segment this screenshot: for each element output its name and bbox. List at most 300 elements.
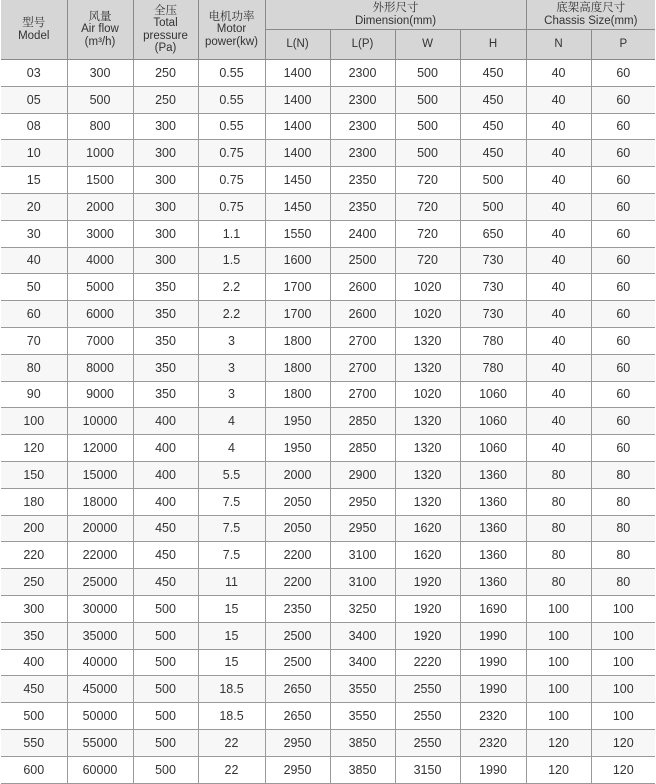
- cell-width: 500: [395, 113, 460, 140]
- cell-height: 730: [460, 301, 526, 328]
- cell-pressure: 450: [133, 569, 198, 596]
- cell-length-p: 3850: [330, 729, 395, 756]
- cell-length-p: 3400: [330, 649, 395, 676]
- cell-length-n: 2200: [265, 569, 330, 596]
- table-row: [1, 60, 655, 87]
- cell-height: 500: [460, 193, 526, 220]
- cell-chassis-p: 100: [591, 649, 655, 676]
- cell-height: 780: [460, 327, 526, 354]
- cell-airflow: 6000: [67, 301, 133, 328]
- cell-motor-power: 2.2: [198, 301, 265, 328]
- cell-pressure: 350: [133, 354, 198, 381]
- table-row: [1, 569, 655, 596]
- cell-width: 2220: [395, 649, 460, 676]
- cell-model: 220: [1, 542, 67, 569]
- cell-motor-power: 5.5: [198, 461, 265, 488]
- cell-airflow: 30000: [67, 595, 133, 622]
- cell-height: 1990: [460, 756, 526, 783]
- cell-chassis-p: 60: [591, 408, 655, 435]
- cell-length-p: 2350: [330, 167, 395, 194]
- cell-pressure: 500: [133, 649, 198, 676]
- cell-model: 180: [1, 488, 67, 515]
- cell-width: 1320: [395, 327, 460, 354]
- cell-height: 730: [460, 247, 526, 274]
- cell-airflow: 5000: [67, 274, 133, 301]
- cell-motor-power: 0.55: [198, 60, 265, 87]
- cell-airflow: 45000: [67, 676, 133, 703]
- cell-length-n: 1700: [265, 301, 330, 328]
- spec-table: [1, 0, 655, 784]
- table-row: [1, 247, 655, 274]
- cell-airflow: 15000: [67, 461, 133, 488]
- header-airflow: 风量 Air flow (m³/h): [67, 0, 133, 60]
- cell-chassis-n: 40: [526, 113, 591, 140]
- cell-model: 600: [1, 756, 67, 783]
- table-row: [1, 676, 655, 703]
- cell-length-n: 2650: [265, 703, 330, 730]
- cell-width: 1020: [395, 381, 460, 408]
- cell-pressure: 350: [133, 327, 198, 354]
- cell-pressure: 300: [133, 113, 198, 140]
- table-row: [1, 381, 655, 408]
- cell-length-p: 3100: [330, 569, 395, 596]
- cell-length-n: 2050: [265, 515, 330, 542]
- header-motor-power: 电机功率 Motor power(kw): [198, 0, 265, 60]
- cell-height: 450: [460, 113, 526, 140]
- cell-motor-power: 15: [198, 649, 265, 676]
- cell-model: 70: [1, 327, 67, 354]
- cell-model: 20: [1, 193, 67, 220]
- cell-length-n: 2500: [265, 622, 330, 649]
- cell-pressure: 400: [133, 488, 198, 515]
- header-chassis-n: N: [526, 30, 591, 60]
- cell-width: 1020: [395, 274, 460, 301]
- table-row: [1, 729, 655, 756]
- cell-pressure: 350: [133, 274, 198, 301]
- cell-pressure: 300: [133, 167, 198, 194]
- cell-height: 450: [460, 60, 526, 87]
- cell-airflow: 50000: [67, 703, 133, 730]
- cell-height: 450: [460, 86, 526, 113]
- cell-height: 780: [460, 354, 526, 381]
- cell-length-n: 1700: [265, 274, 330, 301]
- cell-airflow: 300: [67, 60, 133, 87]
- cell-motor-power: 18.5: [198, 676, 265, 703]
- cell-width: 720: [395, 167, 460, 194]
- cell-length-p: 2300: [330, 60, 395, 87]
- cell-length-p: 2850: [330, 435, 395, 462]
- cell-chassis-p: 80: [591, 488, 655, 515]
- cell-width: 3150: [395, 756, 460, 783]
- cell-width: 1620: [395, 515, 460, 542]
- cell-length-n: 2950: [265, 729, 330, 756]
- cell-length-p: 2950: [330, 488, 395, 515]
- cell-length-p: 2400: [330, 220, 395, 247]
- cell-pressure: 450: [133, 515, 198, 542]
- cell-length-n: 1400: [265, 60, 330, 87]
- cell-width: 1320: [395, 461, 460, 488]
- table-row: [1, 756, 655, 783]
- cell-airflow: 35000: [67, 622, 133, 649]
- header-height: H: [460, 30, 526, 60]
- cell-length-p: 3850: [330, 756, 395, 783]
- cell-chassis-p: 60: [591, 140, 655, 167]
- cell-pressure: 300: [133, 140, 198, 167]
- cell-chassis-p: 100: [591, 595, 655, 622]
- cell-pressure: 250: [133, 60, 198, 87]
- cell-chassis-n: 40: [526, 86, 591, 113]
- table-row: [1, 193, 655, 220]
- cell-width: 720: [395, 247, 460, 274]
- cell-width: 1320: [395, 354, 460, 381]
- table-row: [1, 140, 655, 167]
- cell-airflow: 60000: [67, 756, 133, 783]
- cell-pressure: 500: [133, 756, 198, 783]
- cell-width: 720: [395, 193, 460, 220]
- cell-chassis-n: 100: [526, 703, 591, 730]
- table-row: [1, 113, 655, 140]
- table-row: [1, 301, 655, 328]
- cell-width: 1320: [395, 408, 460, 435]
- cell-chassis-n: 40: [526, 354, 591, 381]
- table-row: [1, 167, 655, 194]
- cell-motor-power: 0.75: [198, 193, 265, 220]
- cell-chassis-p: 80: [591, 542, 655, 569]
- cell-airflow: 2000: [67, 193, 133, 220]
- header-chassis-p: P: [591, 30, 655, 60]
- cell-chassis-p: 60: [591, 113, 655, 140]
- cell-pressure: 500: [133, 676, 198, 703]
- cell-length-p: 2850: [330, 408, 395, 435]
- cell-model: 05: [1, 86, 67, 113]
- cell-chassis-n: 40: [526, 301, 591, 328]
- cell-model: 30: [1, 220, 67, 247]
- cell-chassis-n: 40: [526, 167, 591, 194]
- table-row: [1, 649, 655, 676]
- cell-chassis-n: 100: [526, 649, 591, 676]
- cell-airflow: 4000: [67, 247, 133, 274]
- cell-length-n: 2650: [265, 676, 330, 703]
- cell-chassis-n: 80: [526, 569, 591, 596]
- cell-height: 650: [460, 220, 526, 247]
- cell-pressure: 500: [133, 622, 198, 649]
- cell-chassis-n: 120: [526, 756, 591, 783]
- cell-chassis-p: 60: [591, 301, 655, 328]
- cell-chassis-n: 100: [526, 676, 591, 703]
- cell-pressure: 400: [133, 435, 198, 462]
- cell-height: 1360: [460, 488, 526, 515]
- cell-chassis-n: 40: [526, 381, 591, 408]
- cell-airflow: 18000: [67, 488, 133, 515]
- cell-pressure: 400: [133, 408, 198, 435]
- cell-model: 100: [1, 408, 67, 435]
- cell-chassis-n: 40: [526, 140, 591, 167]
- cell-motor-power: 0.75: [198, 140, 265, 167]
- cell-length-p: 3100: [330, 542, 395, 569]
- cell-chassis-n: 80: [526, 515, 591, 542]
- header-dimension: 外形尺寸 Dimension(mm): [265, 0, 526, 30]
- cell-motor-power: 0.55: [198, 113, 265, 140]
- cell-motor-power: 11: [198, 569, 265, 596]
- cell-chassis-n: 40: [526, 327, 591, 354]
- table-row: [1, 461, 655, 488]
- cell-chassis-n: 120: [526, 729, 591, 756]
- cell-height: 2320: [460, 729, 526, 756]
- cell-height: 1690: [460, 595, 526, 622]
- cell-height: 500: [460, 167, 526, 194]
- cell-model: 10: [1, 140, 67, 167]
- header-width: W: [395, 30, 460, 60]
- cell-airflow: 9000: [67, 381, 133, 408]
- cell-pressure: 500: [133, 595, 198, 622]
- cell-width: 720: [395, 220, 460, 247]
- cell-airflow: 40000: [67, 649, 133, 676]
- cell-motor-power: 7.5: [198, 488, 265, 515]
- cell-height: 1360: [460, 569, 526, 596]
- cell-chassis-p: 120: [591, 756, 655, 783]
- cell-chassis-p: 80: [591, 461, 655, 488]
- cell-pressure: 500: [133, 703, 198, 730]
- cell-chassis-p: 60: [591, 220, 655, 247]
- cell-model: 300: [1, 595, 67, 622]
- table-row: [1, 542, 655, 569]
- cell-chassis-p: 60: [591, 86, 655, 113]
- cell-length-p: 2600: [330, 274, 395, 301]
- cell-airflow: 8000: [67, 354, 133, 381]
- header-pressure: 全压 Total pressure (Pa): [133, 0, 198, 60]
- cell-model: 90: [1, 381, 67, 408]
- cell-motor-power: 4: [198, 435, 265, 462]
- cell-length-n: 1400: [265, 140, 330, 167]
- cell-height: 1360: [460, 461, 526, 488]
- cell-airflow: 1000: [67, 140, 133, 167]
- cell-airflow: 500: [67, 86, 133, 113]
- table-row: [1, 86, 655, 113]
- cell-length-p: 3250: [330, 595, 395, 622]
- header-length-n: L(N): [265, 30, 330, 60]
- cell-motor-power: 0.55: [198, 86, 265, 113]
- cell-height: 1360: [460, 542, 526, 569]
- cell-length-p: 3550: [330, 676, 395, 703]
- cell-motor-power: 3: [198, 327, 265, 354]
- cell-airflow: 55000: [67, 729, 133, 756]
- table-row: [1, 354, 655, 381]
- cell-length-p: 2600: [330, 301, 395, 328]
- cell-width: 1920: [395, 569, 460, 596]
- cell-pressure: 400: [133, 461, 198, 488]
- cell-pressure: 300: [133, 220, 198, 247]
- header-chassis-size: 底架高度尺寸 Chassis Size(mm): [526, 0, 655, 30]
- cell-model: 80: [1, 354, 67, 381]
- cell-model: 450: [1, 676, 67, 703]
- cell-chassis-p: 60: [591, 327, 655, 354]
- cell-length-p: 3400: [330, 622, 395, 649]
- cell-length-p: 3550: [330, 703, 395, 730]
- cell-height: 1060: [460, 435, 526, 462]
- cell-length-n: 1450: [265, 193, 330, 220]
- cell-length-n: 2050: [265, 488, 330, 515]
- cell-model: 40: [1, 247, 67, 274]
- cell-motor-power: 22: [198, 729, 265, 756]
- table-row: [1, 703, 655, 730]
- cell-model: 250: [1, 569, 67, 596]
- cell-length-n: 1800: [265, 381, 330, 408]
- table-row: [1, 435, 655, 462]
- cell-chassis-p: 80: [591, 569, 655, 596]
- cell-height: 1990: [460, 649, 526, 676]
- cell-chassis-n: 40: [526, 220, 591, 247]
- cell-airflow: 12000: [67, 435, 133, 462]
- cell-chassis-n: 80: [526, 488, 591, 515]
- table-row: [1, 488, 655, 515]
- cell-length-n: 1800: [265, 327, 330, 354]
- cell-height: 730: [460, 274, 526, 301]
- cell-width: 2550: [395, 676, 460, 703]
- cell-motor-power: 3: [198, 354, 265, 381]
- cell-length-n: 2350: [265, 595, 330, 622]
- cell-model: 350: [1, 622, 67, 649]
- cell-height: 2320: [460, 703, 526, 730]
- table-body: [1, 60, 655, 784]
- cell-airflow: 7000: [67, 327, 133, 354]
- cell-length-n: 1600: [265, 247, 330, 274]
- cell-length-p: 2500: [330, 247, 395, 274]
- cell-pressure: 250: [133, 86, 198, 113]
- cell-chassis-p: 60: [591, 60, 655, 87]
- cell-model: 400: [1, 649, 67, 676]
- cell-airflow: 10000: [67, 408, 133, 435]
- cell-pressure: 300: [133, 247, 198, 274]
- table-row: [1, 274, 655, 301]
- cell-model: 15: [1, 167, 67, 194]
- cell-pressure: 300: [133, 193, 198, 220]
- cell-length-n: 1950: [265, 435, 330, 462]
- cell-motor-power: 7.5: [198, 515, 265, 542]
- table-row: [1, 408, 655, 435]
- cell-length-n: 1400: [265, 113, 330, 140]
- cell-length-p: 2300: [330, 86, 395, 113]
- cell-chassis-p: 80: [591, 515, 655, 542]
- cell-chassis-n: 40: [526, 408, 591, 435]
- cell-chassis-p: 60: [591, 354, 655, 381]
- cell-motor-power: 2.2: [198, 274, 265, 301]
- cell-length-n: 2200: [265, 542, 330, 569]
- cell-width: 1320: [395, 488, 460, 515]
- table-header: [1, 0, 655, 60]
- cell-chassis-p: 100: [591, 703, 655, 730]
- cell-model: 120: [1, 435, 67, 462]
- cell-width: 1020: [395, 301, 460, 328]
- cell-chassis-n: 40: [526, 435, 591, 462]
- header-length-p: L(P): [330, 30, 395, 60]
- cell-width: 500: [395, 60, 460, 87]
- table-row: [1, 622, 655, 649]
- cell-height: 1990: [460, 676, 526, 703]
- cell-motor-power: 18.5: [198, 703, 265, 730]
- cell-model: 60: [1, 301, 67, 328]
- cell-chassis-n: 100: [526, 595, 591, 622]
- cell-chassis-p: 60: [591, 167, 655, 194]
- cell-chassis-n: 80: [526, 461, 591, 488]
- cell-chassis-p: 60: [591, 193, 655, 220]
- cell-pressure: 350: [133, 301, 198, 328]
- cell-model: 150: [1, 461, 67, 488]
- table-row: [1, 595, 655, 622]
- cell-chassis-p: 60: [591, 274, 655, 301]
- cell-motor-power: 3: [198, 381, 265, 408]
- cell-chassis-n: 100: [526, 622, 591, 649]
- cell-length-n: 2000: [265, 461, 330, 488]
- cell-length-n: 2950: [265, 756, 330, 783]
- cell-airflow: 3000: [67, 220, 133, 247]
- cell-width: 1920: [395, 595, 460, 622]
- cell-length-p: 2950: [330, 515, 395, 542]
- cell-motor-power: 15: [198, 595, 265, 622]
- cell-length-p: 2700: [330, 381, 395, 408]
- cell-length-p: 2300: [330, 113, 395, 140]
- cell-length-p: 2900: [330, 461, 395, 488]
- cell-chassis-n: 40: [526, 247, 591, 274]
- cell-motor-power: 4: [198, 408, 265, 435]
- cell-chassis-p: 60: [591, 381, 655, 408]
- cell-length-p: 2300: [330, 140, 395, 167]
- cell-length-p: 2700: [330, 354, 395, 381]
- cell-length-n: 1550: [265, 220, 330, 247]
- cell-model: 08: [1, 113, 67, 140]
- cell-pressure: 450: [133, 542, 198, 569]
- table-row: [1, 220, 655, 247]
- cell-length-n: 2500: [265, 649, 330, 676]
- table-row: [1, 327, 655, 354]
- cell-height: 1060: [460, 408, 526, 435]
- cell-length-p: 2700: [330, 327, 395, 354]
- header-model: 型号 Model: [1, 0, 67, 60]
- table-row: [1, 515, 655, 542]
- cell-height: 1060: [460, 381, 526, 408]
- cell-model: 550: [1, 729, 67, 756]
- cell-motor-power: 1.5: [198, 247, 265, 274]
- cell-chassis-n: 40: [526, 60, 591, 87]
- cell-airflow: 20000: [67, 515, 133, 542]
- cell-length-n: 1450: [265, 167, 330, 194]
- cell-motor-power: 15: [198, 622, 265, 649]
- cell-width: 2550: [395, 729, 460, 756]
- cell-model: 500: [1, 703, 67, 730]
- cell-airflow: 25000: [67, 569, 133, 596]
- cell-chassis-p: 120: [591, 729, 655, 756]
- cell-width: 1320: [395, 435, 460, 462]
- cell-motor-power: 22: [198, 756, 265, 783]
- cell-chassis-n: 80: [526, 542, 591, 569]
- cell-width: 1620: [395, 542, 460, 569]
- cell-chassis-p: 100: [591, 622, 655, 649]
- cell-airflow: 800: [67, 113, 133, 140]
- cell-height: 450: [460, 140, 526, 167]
- cell-airflow: 1500: [67, 167, 133, 194]
- cell-length-p: 2350: [330, 193, 395, 220]
- cell-width: 500: [395, 86, 460, 113]
- cell-model: 03: [1, 60, 67, 87]
- cell-height: 1360: [460, 515, 526, 542]
- cell-motor-power: 0.75: [198, 167, 265, 194]
- cell-chassis-p: 60: [591, 247, 655, 274]
- cell-width: 500: [395, 140, 460, 167]
- cell-motor-power: 1.1: [198, 220, 265, 247]
- cell-model: 50: [1, 274, 67, 301]
- cell-model: 200: [1, 515, 67, 542]
- cell-motor-power: 7.5: [198, 542, 265, 569]
- cell-pressure: 350: [133, 381, 198, 408]
